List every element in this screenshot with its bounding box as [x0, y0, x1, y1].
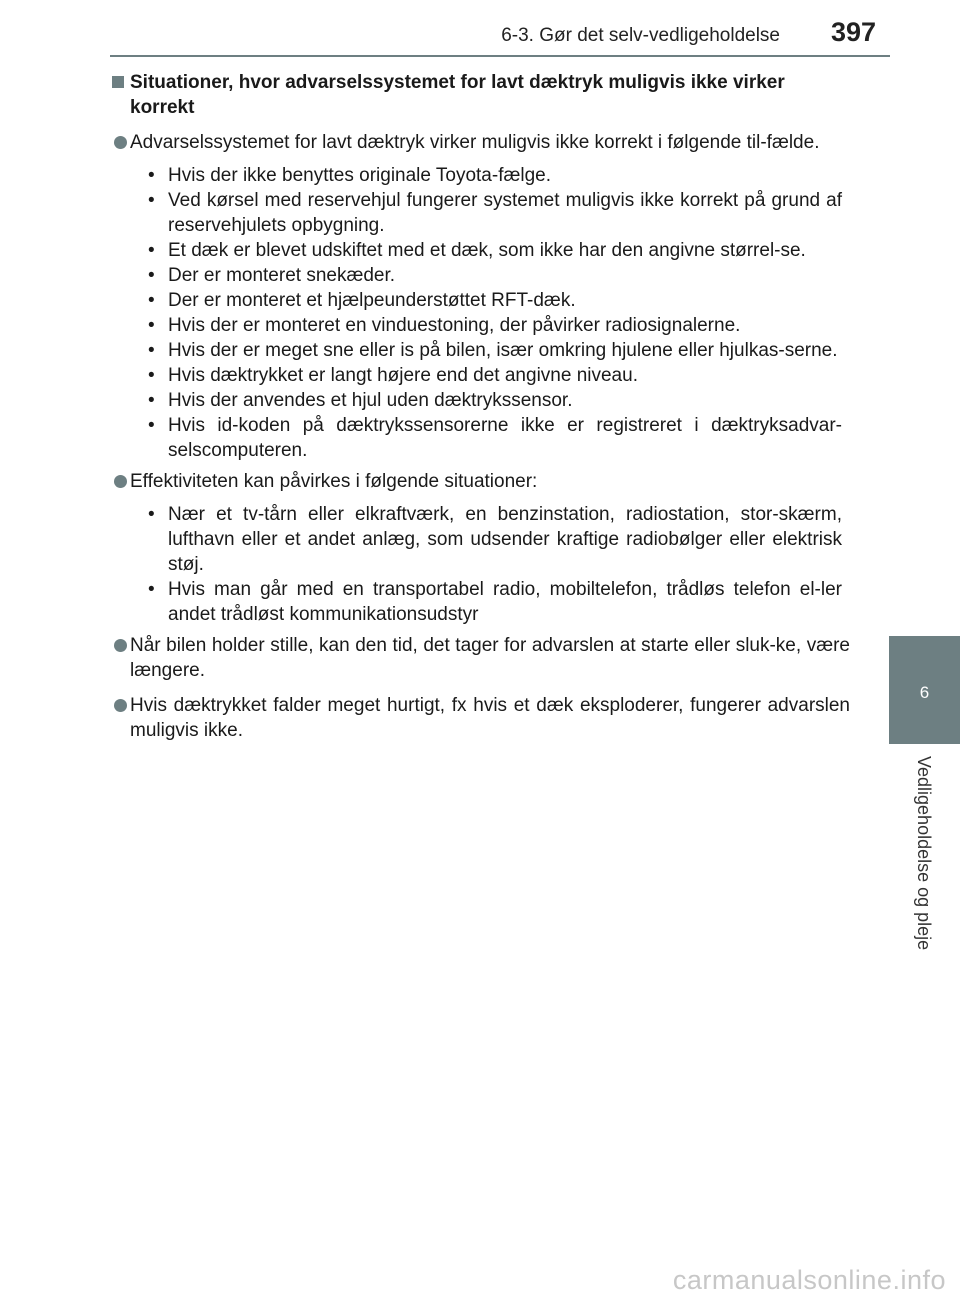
section-title: 6-3. Gør det selv-vedligeholdelse	[501, 25, 780, 46]
chapter-label: Vedligeholdelse og pleje	[914, 756, 934, 951]
bullet-item	[112, 130, 850, 155]
section-heading	[112, 70, 850, 120]
list-item: • Nær et tv-tårn eller elkraftværk, en benzinstation, radiostation, stor-skærm, lufthavn eller et andet anlæg, som udsender kraftige radiobølger eller elektrisk støj.	[148, 504, 842, 575]
sub-list	[112, 502, 850, 627]
list-item: • Hvis dæktrykket er langt højere end det angivne niveau.	[148, 365, 638, 386]
bullet-item	[112, 469, 850, 494]
list-item: • Der er monteret et hjælpeunderstøttet RFT-dæk.	[148, 290, 576, 311]
main-content	[112, 70, 850, 743]
list-item: • Et dæk er blevet udskiftet med et dæk, som ikke har den angivne størrel-se.	[148, 240, 806, 261]
sub-list	[112, 163, 850, 463]
list-item: • Hvis der ikke benyttes originale Toyota-fælge.	[148, 165, 552, 186]
circle-bullet-icon	[114, 475, 127, 488]
list-item: • Ved kørsel med reservehjul fungerer systemet muligvis ikke korrekt på grund af reservehjulets opbygning.	[148, 190, 842, 236]
bullet-text: Når bilen holder stille, kan den tid, det tager for advarslen at starte eller sluk-ke, være længere.	[130, 635, 850, 681]
circle-bullet-icon	[114, 136, 127, 149]
bullet-text: Hvis dæktrykket falder meget hurtigt, fx hvis et dæk eksploderer, fungerer advarslen muligvis ikke.	[130, 695, 850, 741]
section-heading-text: Situationer, hvor advarselssystemet for lavt dæktryk muligvis ikke virker korrekt	[130, 72, 785, 118]
watermark: carmanualsonline.info	[672, 1265, 946, 1295]
header-rule	[110, 55, 890, 57]
list-item: • Hvis der er meget sne eller is på bilen, især omkring hjulene eller hjulkas-serne.	[148, 340, 838, 361]
list-item: • Hvis man går med en transportabel radio, mobiltelefon, trådløs telefon el-ler andet trådløst kommunikationsudstyr	[148, 579, 842, 625]
page-number: 397	[830, 17, 876, 47]
list-item: • Hvis der anvendes et hjul uden dæktrykssensor.	[148, 390, 573, 411]
bullet-item	[112, 693, 850, 743]
list-item: • Hvis id-koden på dæktrykssensorerne ikke er registreret i dæktryksadvar-selscomputeren.	[148, 415, 842, 461]
circle-bullet-icon	[114, 699, 127, 712]
list-item: • Der er monteret snekæder.	[148, 265, 396, 286]
page-header	[0, 0, 890, 62]
bullet-text: Effektiviteten kan påvirkes i følgende situationer:	[130, 471, 538, 492]
list-item: • Hvis der er monteret en vinduestoning, der påvirker radiosignalerne.	[148, 315, 741, 336]
chapter-label-area	[889, 744, 960, 1304]
chapter-side-tab	[889, 0, 960, 1300]
chapter-number: 6	[919, 683, 930, 702]
circle-bullet-icon	[114, 639, 127, 652]
bullet-item	[112, 633, 850, 683]
square-bullet-icon	[112, 76, 124, 88]
bullet-text: Advarselssystemet for lavt dæktryk virker muligvis ikke korrekt i følgende til-fælde.	[130, 132, 820, 153]
